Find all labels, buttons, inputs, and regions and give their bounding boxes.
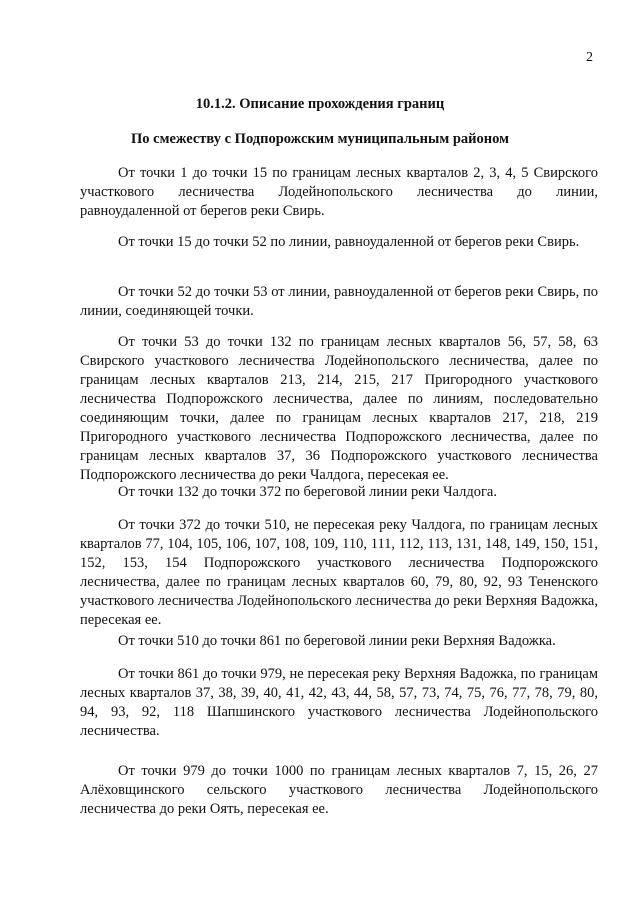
paragraph-points-979-1000: От точки 979 до точки 1000 по границам лесных кварталов 7, 15, 26, 27 Алёховщинского сельского участкового лесничества Лодейнопольского лесничества до реки Оять, пересекая ее. <box>80 763 598 817</box>
paragraph-points-15-52: От точки 15 до точки 52 по линии, равноудаленной от берегов реки Свирь. <box>118 234 580 250</box>
paragraph-points-132-372: От точки 132 до точки 372 по береговой линии реки Чалдога. <box>118 484 497 500</box>
paragraph-points-510-861: От точки 510 до точки 861 по береговой линии реки Верхняя Вадожка. <box>118 633 556 649</box>
paragraph-points-53-132: От точки 53 до точки 132 по границам лесных кварталов 56, 57, 58, 63 Свирского участкового лесничества Лодейнопольского лесничества, далее по границам лесных кварталов 213, 214, 215, 217 Пригородного участкового лесничества Подпорожского лесничества, далее по линиям, последовательно соединяющим точки, далее по границам лесных кварталов 217, 218, 219 Пригородного участкового лесничества Подпорожского лесничества, далее по границам лесных кварталов 37, 36 Подпорожского участкового лесничества Подпорожского лесничества до реки Чалдога, пересекая ее. <box>80 334 598 483</box>
paragraph-points-52-53: От точки 52 до точки 53 от линии, равноудаленной от берегов реки Свирь, по линии, соединяющей точки. <box>80 284 598 319</box>
paragraph-points-372-510: От точки 372 до точки 510, не пересекая реку Чалдога, по границам лесных кварталов 77, 104, 105, 106, 107, 108, 109, 110, 111, 112, 113, 131, 148, 149, 150, 151, 152, 153, 154 Подпорожского участкового лесничества Подпорожского лесничества, далее по границам лесных кварталов 60, 79, 80, 92, 93 Тененского участкового лесничества Лодейнопольского лесничества до реки Верхняя Вадожка, пересекая ее. <box>80 517 598 628</box>
paragraph-points-861-979: От точки 861 до точки 979, не пересекая реку Верхняя Вадожка, по границам лесных кварталов 37, 38, 39, 40, 41, 42, 43, 44, 58, 57, 73, 74, 75, 76, 77, 78, 79, 80, 94, 93, 92, 118 Шапшинского участкового лесничества Лодейнопольского лесничества. <box>80 666 598 739</box>
subsection-heading: По смежеству с Подпорожским муниципальным районом <box>131 131 509 147</box>
page-number: 2 <box>586 50 593 65</box>
section-heading: 10.1.2. Описание прохождения границ <box>195 96 445 112</box>
paragraph-points-1-15: От точки 1 до точки 15 по границам лесных кварталов 2, 3, 4, 5 Свирского участкового лесничества Лодейнопольского лесничества до линии, равноудаленной от берегов реки Свирь. <box>80 165 598 219</box>
